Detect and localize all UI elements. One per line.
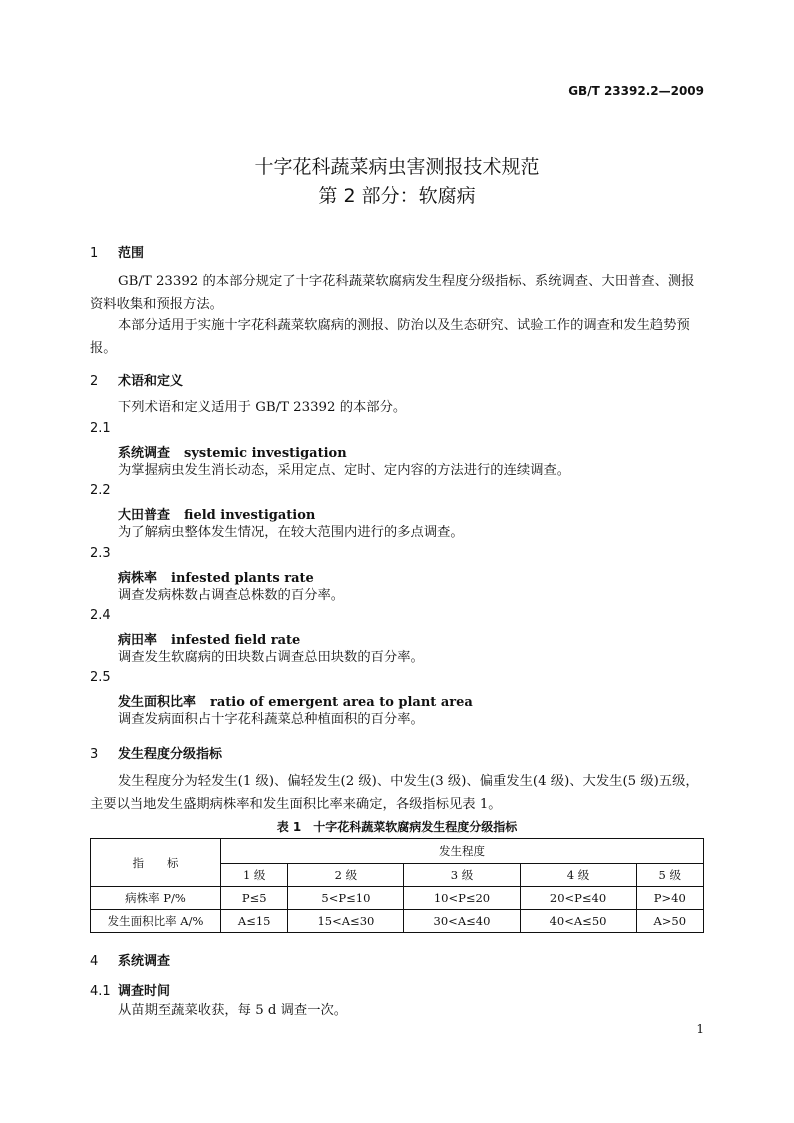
term-zh: 发生面积比率 — [118, 695, 197, 710]
section-1-paragraph-2: 本部分适用于实施十字花科蔬菜软腐病的测报、防治以及生态研究、试验工作的调查和发生趋势预报。 — [90, 318, 690, 356]
table-cell: A>50 — [636, 910, 703, 933]
document-subtitle: 第 2 部分：软腐病 — [318, 185, 476, 207]
section-title: 术语和定义 — [118, 374, 184, 389]
section-number: 3 — [90, 747, 99, 762]
definition-number: 2.2 — [90, 483, 111, 498]
section-title: 发生程度分级指标 — [118, 747, 223, 762]
section-3-paragraph-1: 发生程度分为轻发生(1 级)、偏轻发生(2 级)、中发生(3 级)、偏重发生(4 级)、大发生(5 级)五级，主要以当地发生盛期病株率和发生面积比率来确定，各级指标见表 1。 — [90, 774, 699, 812]
table-cell: 20<P≤40 — [520, 887, 636, 910]
section-number: 4 — [90, 954, 99, 969]
term-en: infested field rate — [171, 633, 301, 648]
level-header: 2 级 — [288, 864, 404, 887]
section-title: 系统调查 — [118, 954, 171, 969]
section-title: 范围 — [118, 246, 145, 261]
section-title: 调查时间 — [118, 984, 171, 999]
grading-table — [90, 838, 704, 933]
table-cell: A≤15 — [221, 910, 288, 933]
term-zh: 系统调查 — [118, 446, 171, 461]
level-header: 4 级 — [520, 864, 636, 887]
definition-text: 为掌握病虫发生消长动态，采用定点、定时、定内容的方法进行的连续调查。 — [118, 463, 571, 478]
term-en: infested plants rate — [171, 571, 314, 586]
group-header: 发生程度 — [221, 839, 704, 864]
table-cell: 5<P≤10 — [288, 887, 404, 910]
definition-number: 2.3 — [90, 546, 111, 561]
term-en: ratio of emergent area to plant area — [210, 695, 473, 710]
section-number: 2 — [90, 374, 99, 389]
table-cell: 10<P≤20 — [404, 887, 520, 910]
definition-text: 调查发病株数占调查总株数的百分率。 — [118, 588, 345, 603]
table-cell: P>40 — [636, 887, 703, 910]
level-header: 5 级 — [636, 864, 703, 887]
definition-number: 2.5 — [90, 670, 111, 685]
table-row — [91, 910, 704, 933]
subsection-4-1-heading — [90, 980, 170, 999]
definition-text: 为了解病虫整体发生情况，在较大范围内进行的多点调查。 — [118, 525, 464, 540]
section-2-intro: 下列术语和定义适用于 GB/T 23392 的本部分。 — [118, 400, 407, 415]
row-label: 病株率 P/% — [91, 887, 221, 910]
table-cell: 30<A≤40 — [404, 910, 520, 933]
table-cell: 15<A≤30 — [288, 910, 404, 933]
section-4-paragraph-1: 从苗期至蔬菜收获，每 5 d 调查一次。 — [118, 1003, 348, 1018]
standard-code: GB/T 23392.2—2009 — [568, 84, 704, 98]
section-number: 4.1 — [90, 984, 111, 999]
section-4-heading — [90, 950, 170, 969]
term-zh: 大田普查 — [118, 508, 171, 523]
table-row — [91, 887, 704, 910]
table-cell: P≤5 — [221, 887, 288, 910]
level-header: 3 级 — [404, 864, 520, 887]
section-number: 1 — [90, 246, 99, 261]
section-1-heading — [90, 242, 144, 261]
term-zh: 病株率 — [118, 571, 158, 586]
document-title: 十字花科蔬菜病虫害测报技术规范 — [254, 156, 540, 178]
section-3-heading — [90, 743, 222, 762]
term-zh: 病田率 — [118, 633, 158, 648]
index-header: 指 标 — [91, 839, 221, 887]
section-2-heading — [90, 370, 183, 389]
table-cell: 40<A≤50 — [520, 910, 636, 933]
level-header: 1 级 — [221, 864, 288, 887]
term-en: systemic investigation — [184, 446, 347, 461]
definition-number: 2.1 — [90, 421, 111, 436]
row-label: 发生面积比率 A/% — [91, 910, 221, 933]
section-1-paragraph-1: GB/T 23392 的本部分规定了十字花科蔬菜软腐病发生程度分级指标、系统调查、大田普查、测报资料收集和预报方法。 — [90, 274, 695, 312]
definition-text: 调查发生软腐病的田块数占调查总田块数的百分率。 — [118, 650, 424, 665]
page-number: 1 — [696, 1022, 704, 1036]
term-en: field investigation — [184, 508, 316, 523]
definition-text: 调查发病面积占十字花科蔬菜总种植面积的百分率。 — [118, 712, 424, 727]
definition-number: 2.4 — [90, 608, 111, 623]
table-caption: 表 1 十字花科蔬菜软腐病发生程度分级指标 — [276, 820, 518, 834]
table-header-row — [91, 839, 704, 864]
